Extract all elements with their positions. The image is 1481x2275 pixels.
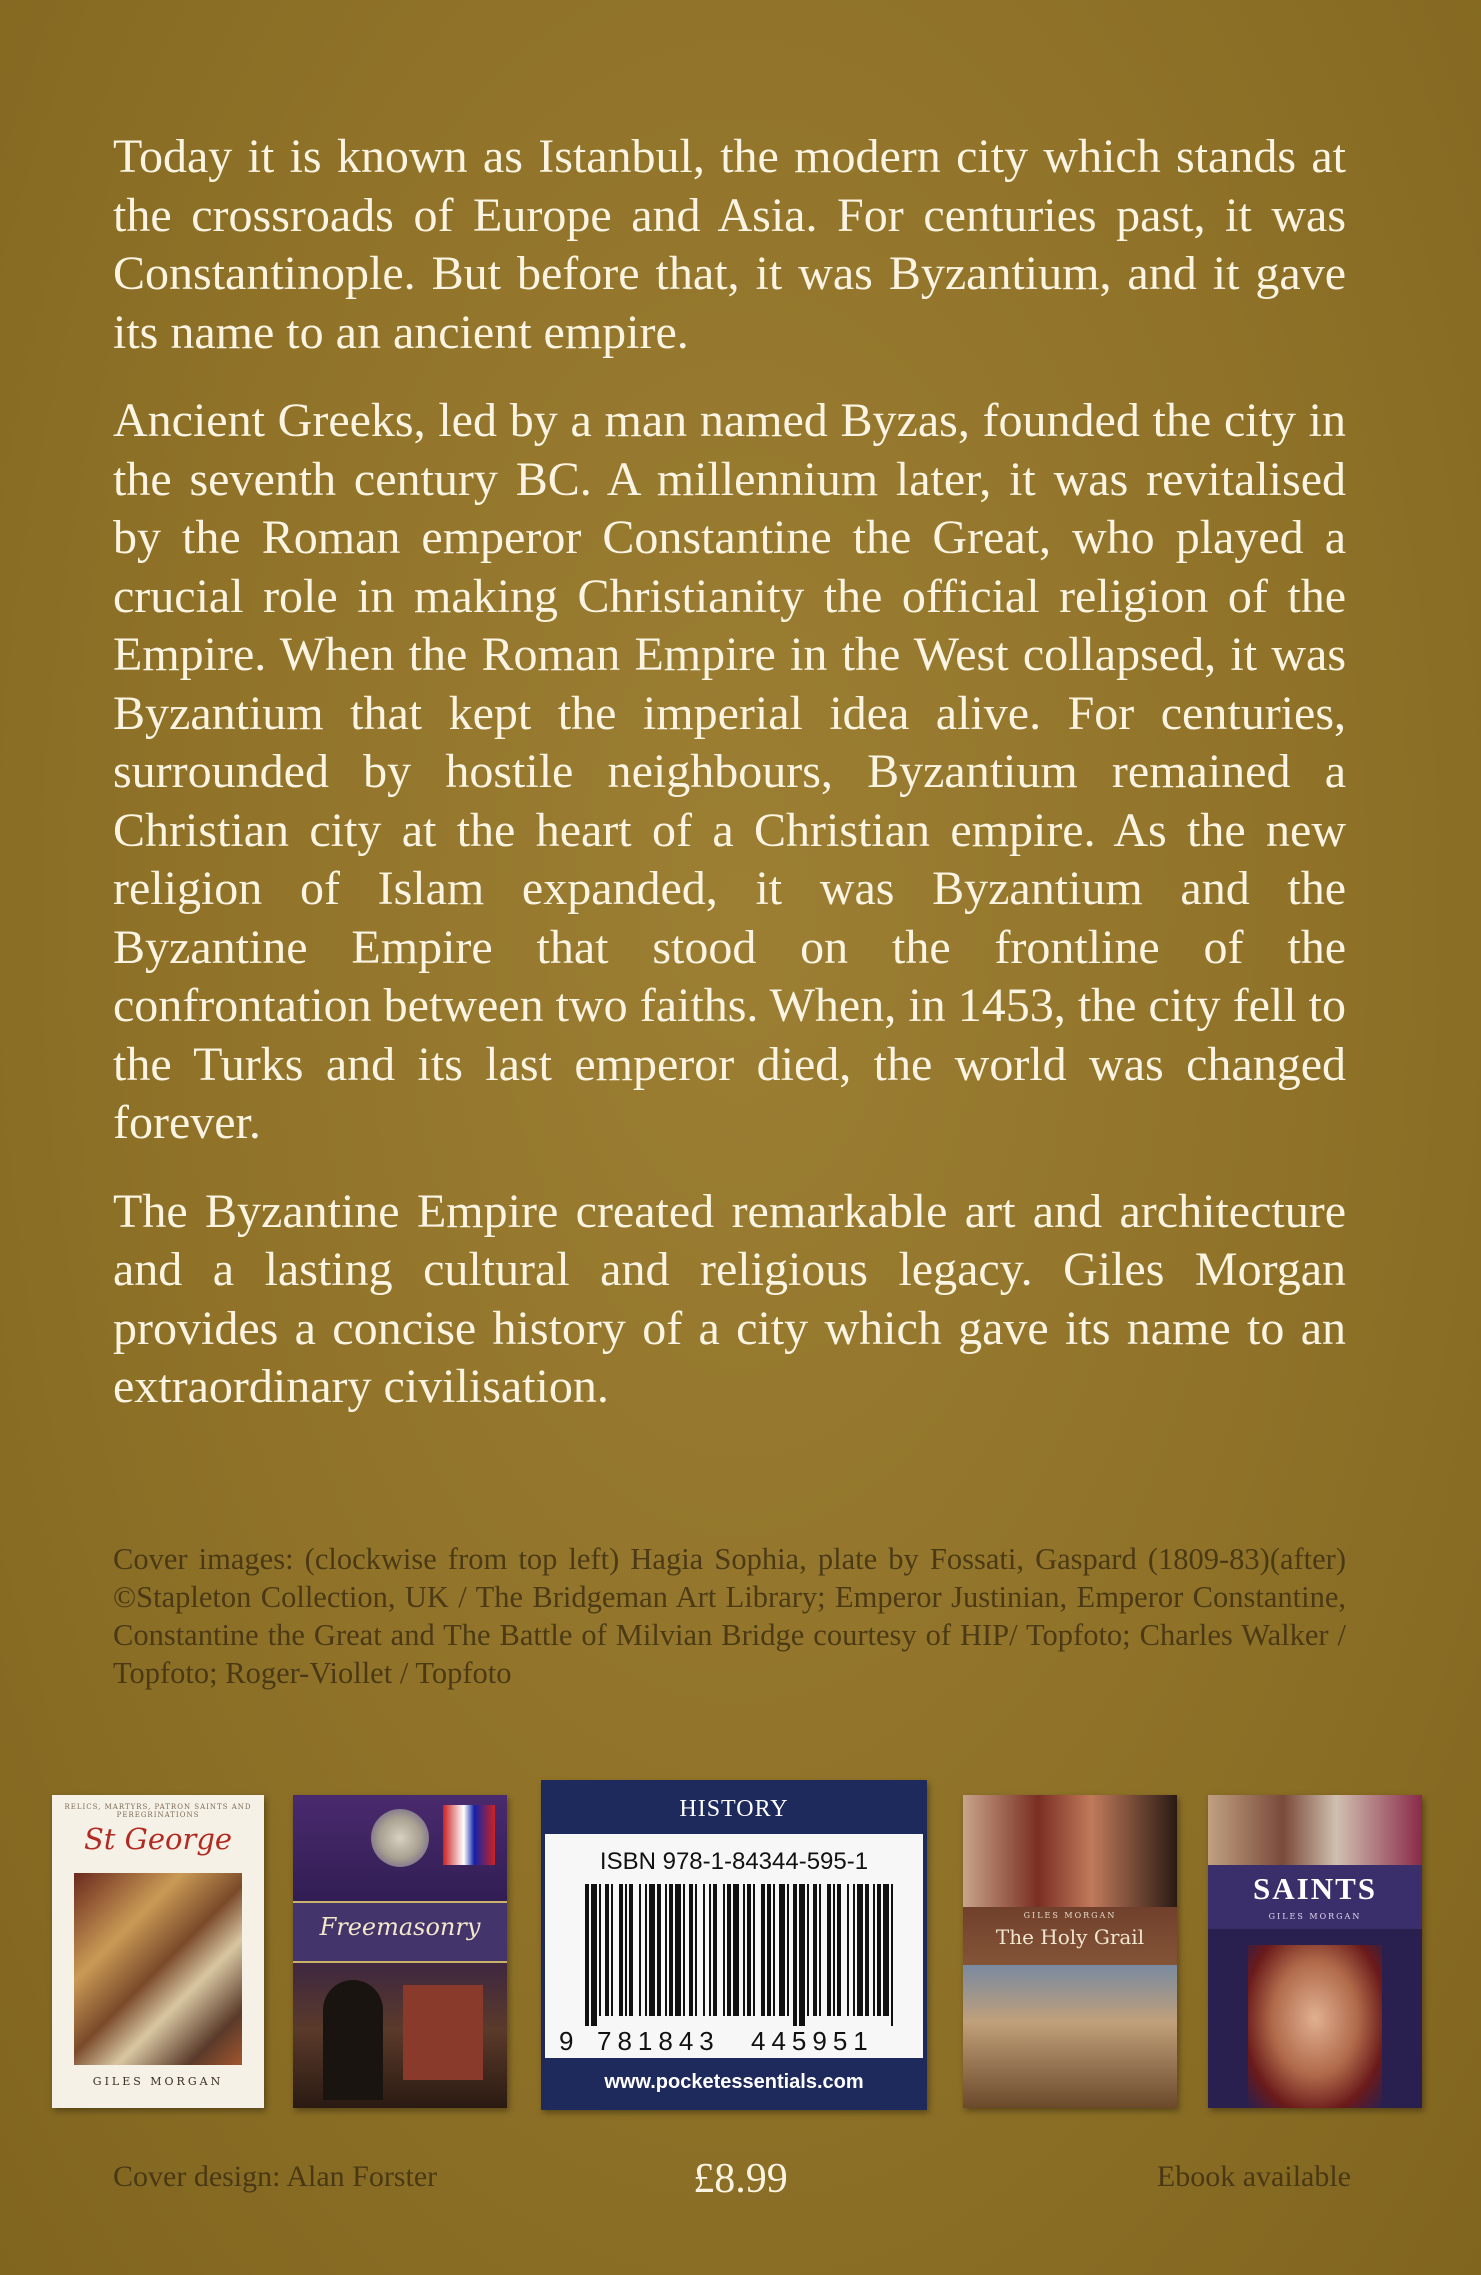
blurb-paragraph-3: The Byzantine Empire created remarkable art and architecture and a lasting cultural and religious legacy. Giles Morgan provides a concise history of a city which gave its name to an extraordinary civilisation. xyxy=(113,1184,1346,1413)
barcode-panel xyxy=(541,1780,927,2110)
barcode-bar xyxy=(585,1884,589,2026)
barcode-bar xyxy=(773,1884,775,2016)
book-cover-illustration xyxy=(323,1980,383,2100)
barcode-bar xyxy=(713,1884,717,2016)
barcode-bar xyxy=(695,1884,697,2016)
book-cover-saints xyxy=(1208,1795,1422,2108)
book-title: The Holy Grail xyxy=(995,1925,1145,1949)
barcode-bar xyxy=(827,1884,831,2016)
barcode-bar xyxy=(669,1884,673,2016)
barcode-digits-right: 445951 xyxy=(751,2026,874,2056)
star-emblem-icon xyxy=(371,1809,429,1867)
stained-glass-face-illustration xyxy=(1248,1945,1382,2108)
book-title: SAINTS xyxy=(1253,1871,1377,1906)
book-title: Freemasonry xyxy=(319,1913,481,1941)
price: £8.99 xyxy=(693,2156,788,2202)
barcode-bar xyxy=(767,1884,771,2016)
barcode-bar xyxy=(619,1884,623,2016)
barcode-bar xyxy=(599,1884,601,2016)
barcode-bar xyxy=(793,1884,797,2026)
barcode-bar xyxy=(683,1884,685,2016)
barcode-digits-left: 781843 xyxy=(597,2026,720,2056)
barcode-bar xyxy=(689,1884,693,2016)
barcode-bar xyxy=(733,1884,739,2016)
book-cover-st-george xyxy=(52,1795,264,2108)
book-author: GILES MORGAN xyxy=(1023,1911,1117,1920)
barcode-bar xyxy=(807,1884,809,2016)
blurb xyxy=(113,128,1346,1447)
barcode-bar xyxy=(743,1884,745,2016)
barcode-bar xyxy=(779,1884,785,2016)
barcode-bar xyxy=(819,1884,821,2016)
cover-design-credit: Cover design: Alan Forster xyxy=(113,2160,438,2193)
barcode-bar xyxy=(857,1884,863,2016)
barcode-bar xyxy=(787,1884,789,2016)
barcode-graphic xyxy=(555,1880,913,2058)
barcode-bar xyxy=(753,1884,755,2016)
barcode-bar xyxy=(865,1884,869,2016)
barcode-bar xyxy=(675,1884,681,2016)
barcode-bar xyxy=(709,1884,711,2016)
barcode-bar xyxy=(883,1884,889,2016)
book-cover-illustration xyxy=(963,1795,1177,1907)
blurb-paragraph-1: Today it is known as Istanbul, the modern city which stands at the crossroads of Europe and Asia. For centuries past, it was Constantinople. But before that, it was Byzantium, and it gave its name to an ancient empire. xyxy=(113,130,1346,359)
book-author: GILES MORGAN xyxy=(92,2075,224,2088)
flag-emblem-icon xyxy=(443,1805,495,1865)
barcode-bar xyxy=(799,1884,805,2026)
barcode-bar xyxy=(665,1884,667,2016)
book-cover-illustration xyxy=(74,1873,242,2065)
book-series-line: RELICS, MARTYRS, PATRON SAINTS AND PEREGRINATIONS xyxy=(64,1803,252,1819)
barcode-bar xyxy=(703,1884,705,2016)
blurb-paragraph-2: Ancient Greeks, led by a man named Byzas, founded the city in the seventh century BC. A millennium later, it was revitalised by the Roman emperor Constantine the Great, who played a crucial role in making Christianity the official religion of the Empire. When the Roman Empire in the West collapsed, it was Byzantium that kept the imperial idea alive. For centuries, surrounded by hostile neighbours, Byzantium remained a Christian city at the heart of a Christian empire. As the new religion of Islam expanded, it was Byzantium and the Byzantine Empire that stood on the frontline of the confrontation between two faiths. When, in 1453, the city fell to the Turks and its last emperor died, the world was changed forever. xyxy=(113,394,1346,1149)
ebook-note: Ebook available xyxy=(1156,2160,1351,2193)
barcode-bar xyxy=(629,1884,633,2016)
barcode-digit-prefix: 9 xyxy=(559,2026,574,2056)
barcode-bar xyxy=(657,1884,661,2016)
barcode-bar xyxy=(833,1884,835,2016)
barcode-bar xyxy=(813,1884,817,2016)
book-title: St George xyxy=(83,1822,233,1856)
barcode-bar xyxy=(727,1884,731,2016)
barcode-bar xyxy=(877,1884,881,2016)
barcode-bar xyxy=(891,1884,893,2026)
barcode-bar xyxy=(747,1884,751,2016)
barcode-bar xyxy=(649,1884,655,2016)
barcode-bar xyxy=(873,1884,875,2016)
category-label: HISTORY xyxy=(545,1784,923,1834)
barcode-bar xyxy=(837,1884,841,2016)
barcode-bar xyxy=(639,1884,641,2016)
barcode-bar xyxy=(645,1884,647,2016)
book-author: GILES MORGAN xyxy=(1268,1912,1362,1921)
barcode-bar xyxy=(853,1884,855,2016)
barcode-bar xyxy=(723,1884,725,2016)
book-cover-freemasonry xyxy=(293,1795,507,2108)
barcode-bar xyxy=(591,1884,597,2026)
barcode-bar xyxy=(611,1884,613,2016)
barcode-bar xyxy=(625,1884,627,2016)
cover-image-credits: Cover images: (clockwise from top left) Hagia Sophia, plate by Fossati, Gaspard (1809-83)(after) ©Stapleton Collection, UK / The Bridgeman Art Library; Emperor Justinian, Emperor Constantine, Constantine the Great and The Battle of Milvian Bridge courtesy of HIP/ Topfoto; Charles Walker / Topfoto; Roger-Viollet / Topfoto xyxy=(113,1542,1346,1690)
barcode-bar xyxy=(605,1884,609,2016)
barcode-bar xyxy=(761,1884,765,2016)
landscape-illustration xyxy=(963,1965,1177,2108)
isbn-label: ISBN 978-1-84344-595-1 xyxy=(599,1848,869,1875)
book-cover-holy-grail xyxy=(963,1795,1177,2108)
publisher-url: www.pocketessentials.com xyxy=(545,2058,923,2106)
apron-illustration xyxy=(403,1985,483,2080)
book-cover-illustration xyxy=(1208,1795,1422,1865)
barcode-bar xyxy=(847,1884,849,2016)
